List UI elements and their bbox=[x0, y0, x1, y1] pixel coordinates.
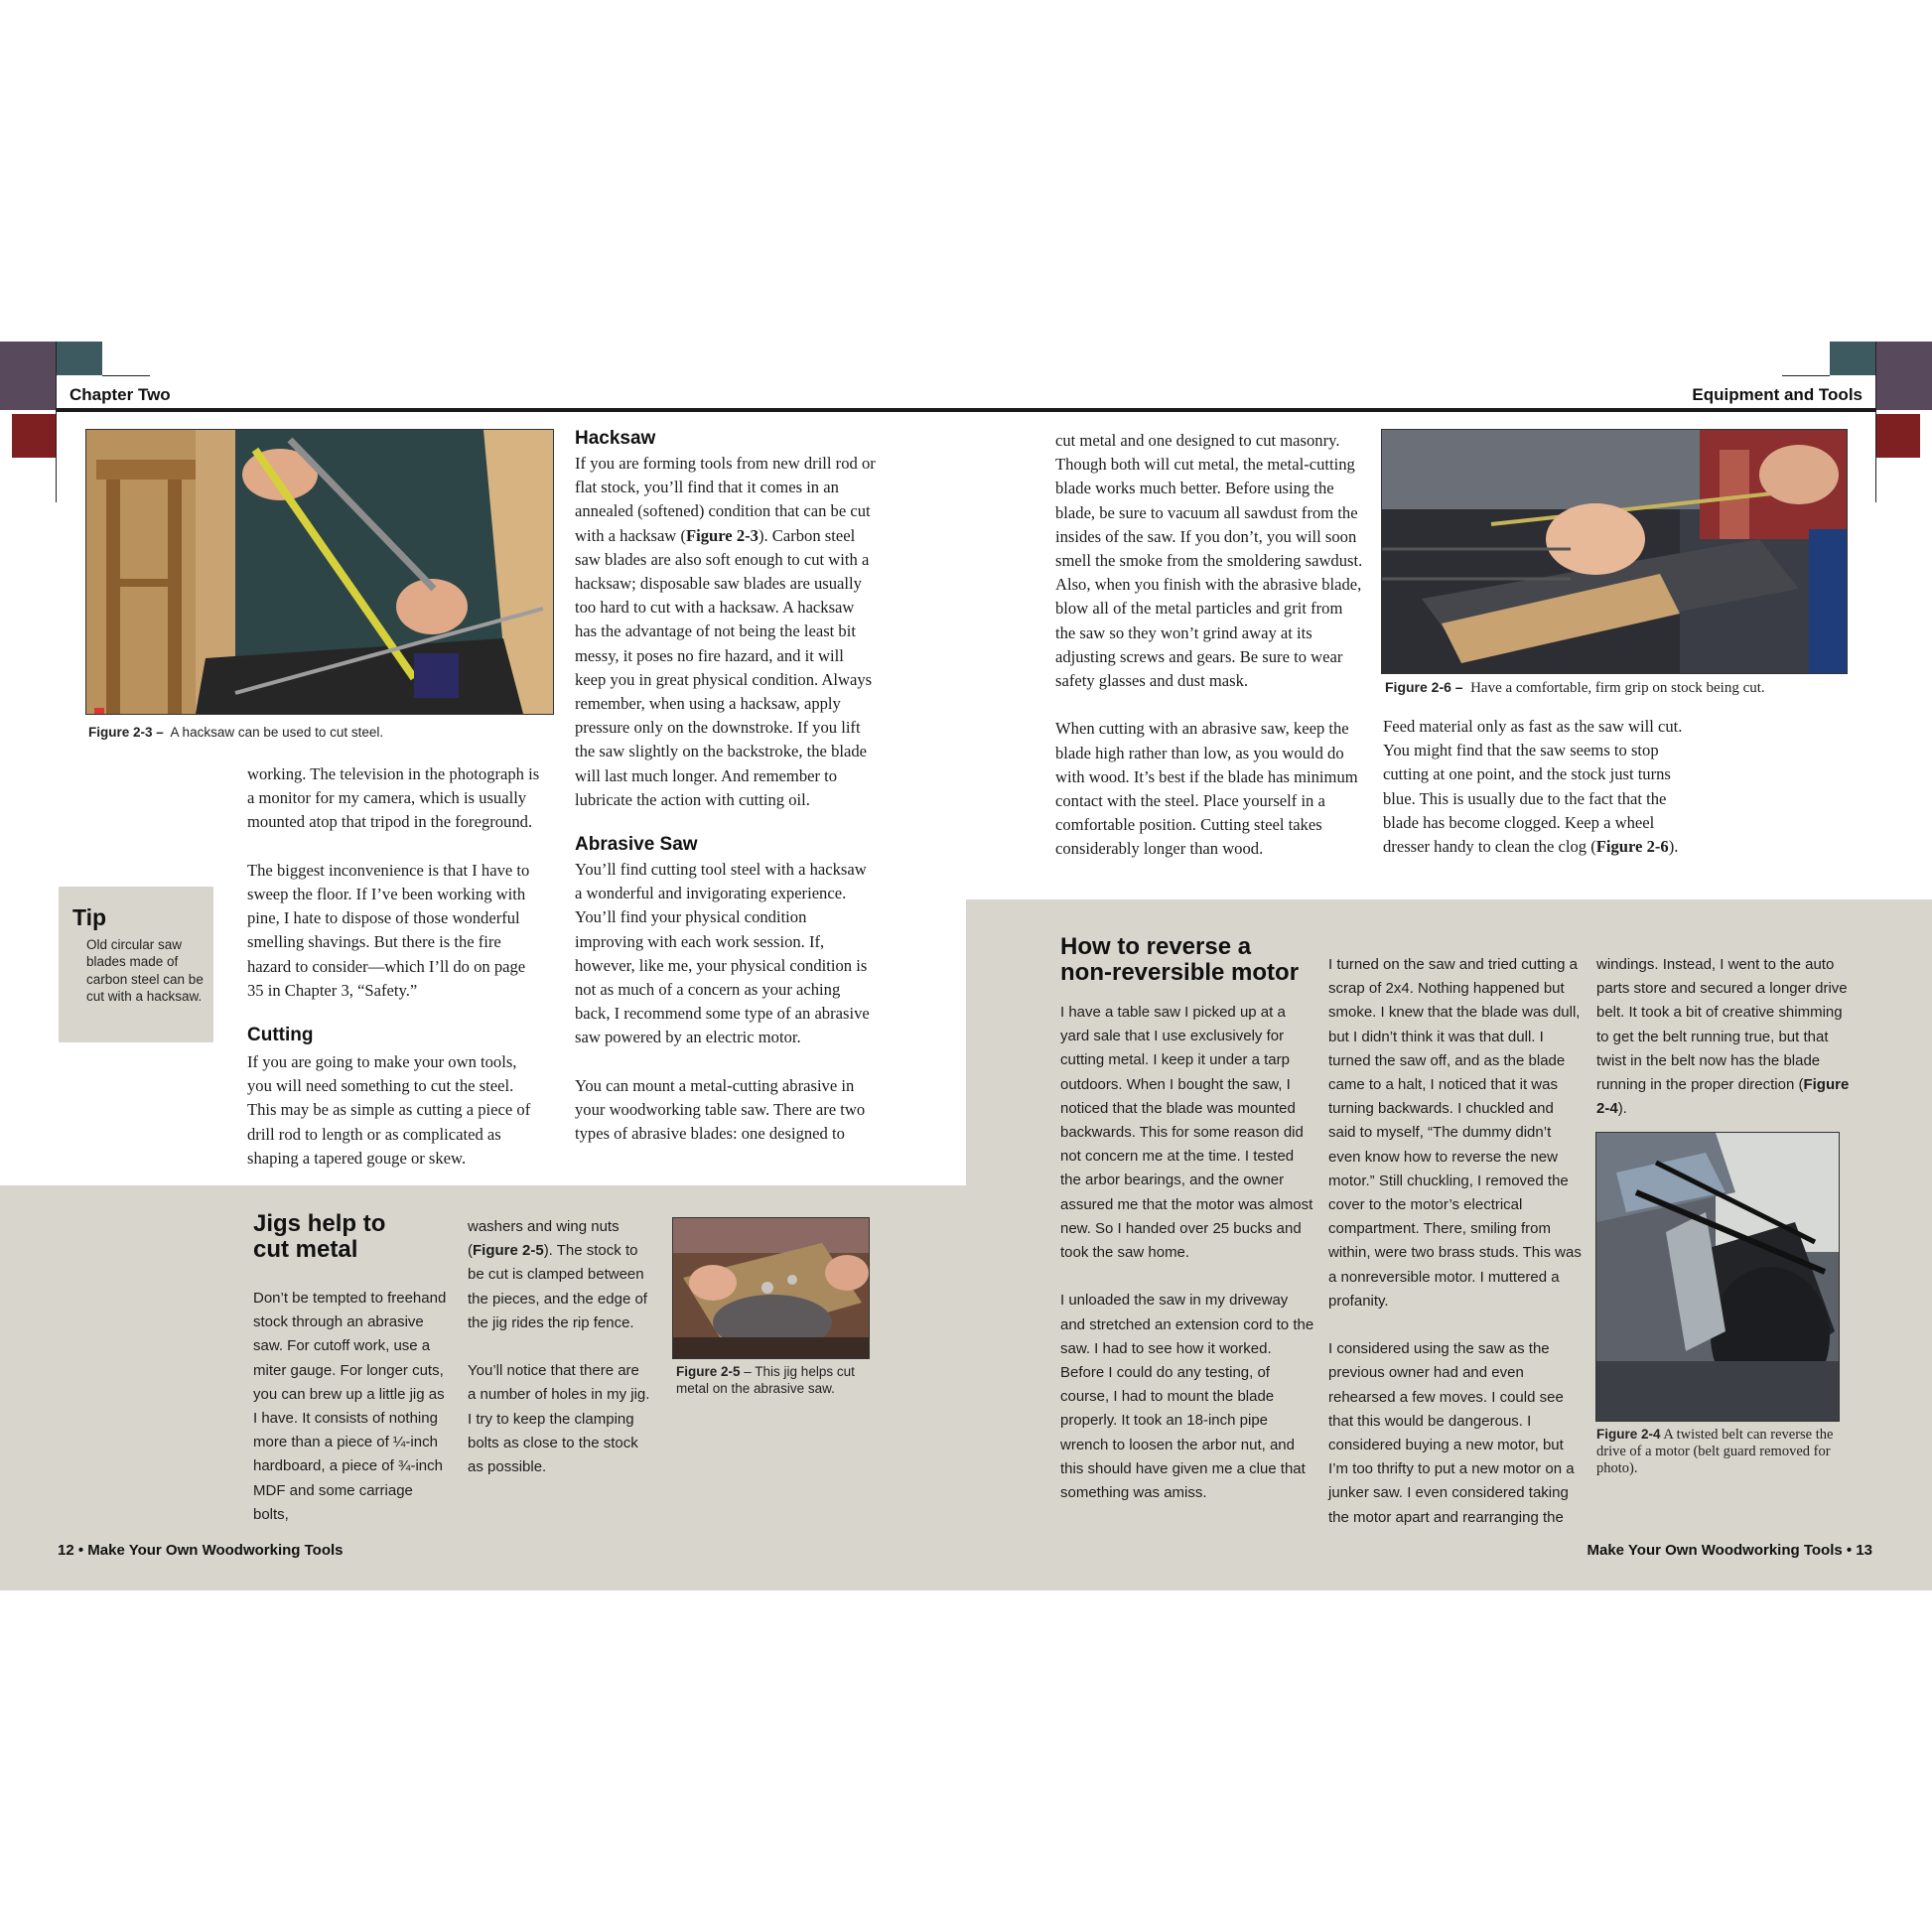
jigs-paragraph-2: You’ll notice that there are a number of holes in my jig. I try to keep the clamping bolts as close to the stock as possible. bbox=[468, 1362, 650, 1476]
figure-2-3-label: Figure 2-3 – bbox=[88, 725, 164, 740]
figure-2-6-caption bbox=[1385, 679, 1852, 697]
right-col2-paragraph: Feed material only as fast as the saw will cut. You might find that the saw seems to stop cutting at one point, and the stock just turns blue. This is usually due to the fact that the blade has become clogged. Keep a wheel dresser handy to clean the clog (Figure 2-6). bbox=[1383, 717, 1683, 857]
header-block-purple-right bbox=[1875, 342, 1932, 410]
hacksaw-paragraph: If you are forming tools from new drill rod or flat stock, you’ll find that it comes in an annealed (softened) condition that can be cut with a hacksaw (Figure 2-3). Carbon steel saw blades are also soft enough to cut with a hacksaw; disposable saw blades are usually too hard to cut with a hacksaw. A hacksaw has the advantage of not being the least bit messy, it poses no fire hazard, and it will keep you in great physical condition. Always remember, when using a hacksaw, apply pressure only on the downstroke. If you lift the saw slightly on the backstroke, the blade will last much longer. And remember to lubricate the action with cutting oil. bbox=[575, 454, 876, 809]
header-vline-left bbox=[56, 342, 57, 502]
header-block-maroon-left bbox=[12, 414, 57, 458]
motor-sidebar-title: How to reverse a non-reversible motor bbox=[1060, 933, 1300, 986]
header-hline-right bbox=[1782, 375, 1830, 376]
header-rule bbox=[57, 408, 1875, 412]
figure-2-6-photo bbox=[1381, 429, 1848, 674]
left-text-column bbox=[247, 762, 545, 1171]
left-paragraph-3: If you are going to make your own tools, you will need something to cut the steel. This may be as simple as cutting a piece of drill rod to length or as complicated as shaping a tapered gouge or skew. bbox=[247, 1052, 531, 1168]
header-block-teal-left bbox=[57, 342, 102, 375]
abrasive-paragraph-1: You’ll find cutting tool steel with a hacksaw a wonderful and invigorating experience. You’ll find your physical condition improving with each work session. If, however, like me, your physical condition is not as much of a concern as your aching back, I recommend some type of an abrasive saw powered by an electric motor. bbox=[575, 860, 870, 1047]
running-head-right: Equipment and Tools bbox=[1692, 385, 1863, 404]
header-block-purple-left bbox=[0, 342, 57, 410]
abrasive-saw-heading: Abrasive Saw bbox=[575, 834, 698, 856]
jigs-sidebar-title: Jigs help to cut metal bbox=[253, 1210, 386, 1263]
figure-2-5-photo bbox=[672, 1217, 870, 1359]
figure-2-6-text: Have a comfortable, firm grip on stock being cut. bbox=[1470, 680, 1765, 696]
jigs-paragraph-1: washers and wing nuts (Figure 2-5). The stock to be cut is clamped between the pieces, and the edge of the jig rides the rip fence. bbox=[468, 1218, 647, 1331]
header-vline-right bbox=[1875, 342, 1876, 502]
abrasive-paragraph-2: You can mount a metal-cutting abrasive in your woodworking table saw. There are two types of abrasive blades: one designed to bbox=[575, 1075, 866, 1144]
figure-2-3-ref: Figure 2-3 bbox=[685, 525, 759, 545]
folio-left: 12 • Make Your Own Woodworking Tools bbox=[58, 1542, 344, 1559]
folio-right: Make Your Own Woodworking Tools • 13 bbox=[1587, 1542, 1872, 1559]
figure-2-4-photo bbox=[1595, 1132, 1840, 1422]
figure-2-5-ref: Figure 2-5 bbox=[473, 1242, 544, 1260]
tip-title: Tip bbox=[72, 904, 107, 930]
header-block-teal-right bbox=[1830, 342, 1875, 375]
figure-2-3-photo bbox=[85, 429, 554, 715]
motor-col3-paragraph: windings. Instead, I went to the auto parts store and secured a longer drive belt. It took a bit of creative shimming to get the belt running true, but that twist in the belt now has the blade running in the proper direction (Figure 2-4). bbox=[1596, 956, 1850, 1118]
motor-col1-paragraph-1: I have a table saw I picked up at a yard sale that I use exclusively for cutting metal. I keep it under a tarp outdoors. When I bought the saw, I noticed that the blade was mounted backwards. This for some reason did not concern me at the time. I tested the arbor bearings, and the owner assured me that the motor was almost new. So I handed over 25 bucks and took the saw home. bbox=[1060, 1004, 1313, 1262]
figure-2-3-caption bbox=[88, 724, 555, 741]
figure-2-6-label: Figure 2-6 – bbox=[1385, 679, 1463, 695]
motor-col2-paragraph-2: I considered using the saw as the previous owner had and even rehearsed a few moves. I could see that this would be dangerous. I considered buying a new motor, but I’m too thrifty to put a new motor on a junker saw. I even considered taking the motor apart and rearranging the bbox=[1328, 1340, 1575, 1526]
figure-2-3-text: A hacksaw can be used to cut steel. bbox=[170, 725, 384, 740]
figure-2-4-ref: Figure 2-4 bbox=[1596, 1076, 1850, 1118]
hacksaw-heading: Hacksaw bbox=[575, 428, 656, 449]
running-head-left: Chapter Two bbox=[69, 385, 171, 404]
tip-box bbox=[59, 887, 213, 1042]
jigs-column-2 bbox=[468, 1215, 651, 1479]
motor-column-3 bbox=[1596, 953, 1853, 1121]
figure-2-4-text: A twisted belt can reverse the drive of a motor (belt guard removed for photo). bbox=[1596, 1427, 1834, 1476]
figure-2-5-text: – This jig helps cut metal on the abrasive saw. bbox=[676, 1364, 855, 1396]
left-paragraph-1: working. The television in the photograph is a monitor for my camera, which is usually mounted atop that tripod in the foreground. bbox=[247, 764, 540, 832]
right-text-column-1 bbox=[1055, 429, 1363, 862]
right-text-column-2 bbox=[1383, 715, 1701, 859]
middle-text-column bbox=[575, 426, 878, 1146]
figure-2-5-caption bbox=[676, 1363, 870, 1397]
motor-col1-paragraph-2: I unloaded the saw in my driveway and stretched an extension cord to the saw. I had to see how it worked. Before I could do any testing, of course, I had to mount the blade properly. It took an 18-inch pipe wrench to loosen the arbor nut, and this should have given me a clue that something was amiss. bbox=[1060, 1292, 1314, 1502]
left-paragraph-2: The biggest inconvenience is that I have to sweep the floor. If I’ve been working with pine, I hate to dispose of those wonderful smelling shavings. But there is the fire hazard to consider—which I’ll do on page 35 in Chapter 3, “Safety.” bbox=[247, 860, 530, 1000]
cutting-heading: Cutting bbox=[247, 1025, 314, 1046]
header-hline-left bbox=[102, 375, 150, 376]
jigs-column-1: Don’t be tempted to freehand stock through an abrasive saw. For cutoff work, use a miter gauge. For longer cuts, you can brew up a little jig as I have. It consists of nothing more than a piece of ¼-inch hardboard, a piece of ¾-inch MDF and some carriage bolts, bbox=[253, 1290, 447, 1523]
tip-text: Old circular saw blades made of carbon steel can be cut with a hacksaw. bbox=[86, 937, 204, 1004]
header-block-maroon-right bbox=[1875, 414, 1920, 458]
motor-column-1 bbox=[1060, 1001, 1316, 1505]
motor-column-2 bbox=[1328, 953, 1585, 1530]
figure-2-5-label: Figure 2-5 bbox=[676, 1364, 741, 1379]
figure-2-6-ref: Figure 2-6 bbox=[1595, 837, 1669, 857]
right-col1-paragraph-1: cut metal and one designed to cut masonry. Though both will cut metal, the metal-cutting blade works much better. Before using the blade, be sure to vacuum all sawdust from the insides of the saw. If you don’t, you will soon smell the smoke from the smoldering sawdust. Also, when you finish with the abrasive blade, blow all of the metal particles and grit from the saw so they won’t grind away at its adjusting screws and gears. Be sure to wear safety glasses and dust mask. bbox=[1055, 431, 1363, 691]
figure-2-4-caption bbox=[1596, 1426, 1835, 1477]
right-col1-paragraph-2: When cutting with an abrasive saw, keep the blade high rather than low, as you would do with wood. It’s best if the blade has minimum contact with the steel. Place yourself in a comfortable position. Cutting steel takes considerably longer than wood. bbox=[1055, 719, 1358, 859]
motor-col2-paragraph-1: I turned on the saw and tried cutting a scrap of 2x4. Nothing happened but smoke. I knew that the blade was dull, but I didn’t think it was that dull. I turned the saw off, and as the blade came to a halt, I noticed that it was turning backwards. I chuckled and said to myself, “The dummy didn’t even know how to reverse the new motor.” Still chuckling, I removed the cover to the motor’s electrical compartment. There, smiling from within, were two brass studs. This was a nonreversible motor. I muttered a profanity. bbox=[1328, 956, 1582, 1310]
figure-2-4-label: Figure 2-4 bbox=[1596, 1427, 1661, 1442]
